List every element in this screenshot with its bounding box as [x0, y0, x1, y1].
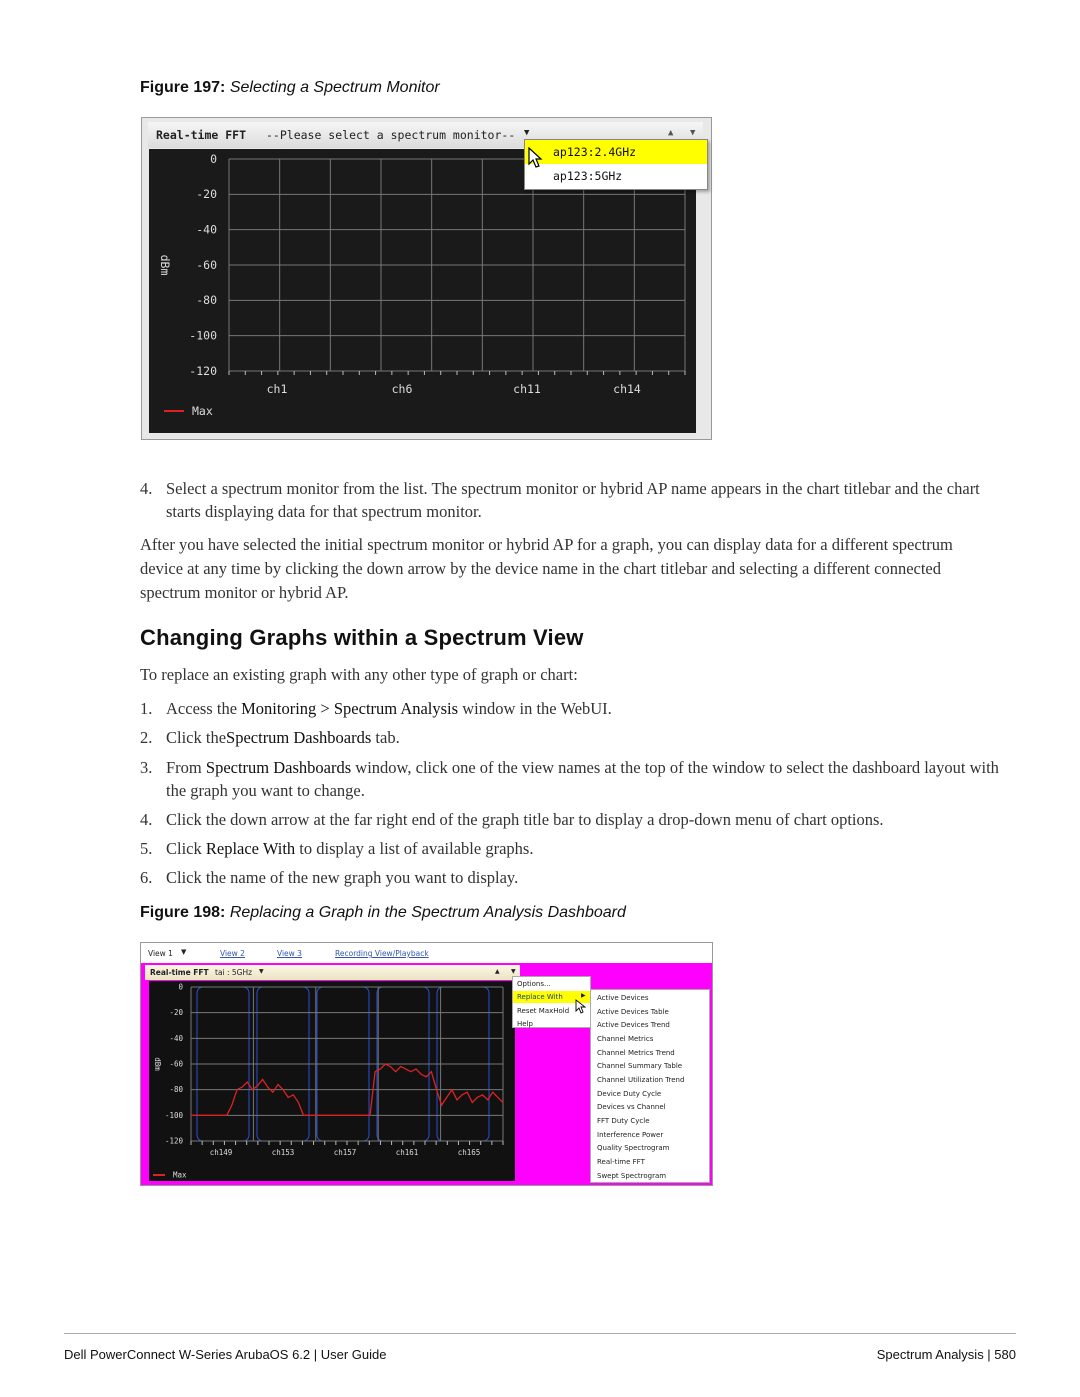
- step-number: 5.: [140, 839, 153, 858]
- x-tick-label: ch1: [266, 382, 288, 396]
- collapse-icon[interactable]: ▲: [668, 128, 674, 138]
- collapse-icon[interactable]: ▲: [495, 968, 500, 975]
- y-tick-label: -80: [196, 293, 217, 308]
- chart-options-menu: [512, 976, 591, 1028]
- step-text: From: [166, 758, 206, 777]
- chevron-down-icon[interactable]: ▼: [690, 128, 696, 138]
- step-text: Select a spectrum monitor from the list. The spectrum monitor or hybrid AP name appears in the chart titlebar and the chart starts displaying data for that spectrum monitor.: [166, 479, 980, 521]
- menu-item-help[interactable]: Help: [517, 1020, 533, 1028]
- submenu-item[interactable]: Interference Power: [597, 1131, 664, 1139]
- tab-view-2[interactable]: View 2: [220, 949, 245, 958]
- footer-left: Dell PowerConnect W-Series ArubaOS 6.2 | User Guide: [64, 1347, 387, 1362]
- mouse-pointer-icon: [528, 147, 544, 169]
- step-strong: Replace With: [205, 839, 296, 858]
- submenu-item[interactable]: Channel Utilization Trend: [597, 1076, 685, 1084]
- y-axis-label: dBm: [158, 254, 172, 276]
- tab-recording[interactable]: Recording View/Playback: [335, 949, 429, 958]
- menu-item-replace-with[interactable]: Replace With: [517, 993, 563, 1001]
- step-number: 4.: [140, 810, 153, 829]
- submenu-item[interactable]: Channel Metrics: [597, 1035, 654, 1043]
- submenu-item[interactable]: Channel Summary Table: [597, 1062, 683, 1070]
- tab-view-1[interactable]: View 1: [148, 949, 173, 958]
- legend-label: Max: [173, 1170, 187, 1180]
- chevron-down-icon[interactable]: ▼: [181, 948, 187, 956]
- chevron-down-icon[interactable]: ▼: [259, 968, 264, 975]
- list-item: [140, 866, 1000, 890]
- x-tick-label: ch6: [391, 382, 413, 396]
- figure-title: Replacing a Graph in the Spectrum Analysis Dashboard: [229, 904, 626, 921]
- section-intro: To replace an existing graph with any other type of graph or chart:: [140, 665, 578, 684]
- figure-title: Selecting a Spectrum Monitor: [229, 79, 440, 96]
- step-number: 1.: [140, 699, 153, 718]
- menu-item-options[interactable]: Options...: [517, 980, 551, 988]
- figure-197-caption: [140, 79, 440, 97]
- list-item: [140, 808, 1000, 832]
- x-tick-label: ch11: [513, 382, 541, 396]
- y-tick-label: -100: [164, 1110, 183, 1120]
- figure-198-screenshot: [140, 942, 713, 1186]
- x-tick-label: ch153: [271, 1148, 295, 1157]
- y-tick-label: 0: [178, 982, 183, 992]
- chart-title: Real-time FFT: [156, 128, 247, 142]
- footer-right: Spectrum Analysis | 580: [876, 1347, 1016, 1362]
- monitor-selector[interactable]: --Please select a spectrum monitor--: [266, 128, 516, 142]
- step-text: Click the name of the new graph you want to display.: [166, 868, 519, 887]
- step-text: Click the down arrow at the far right end of the graph title bar to display a drop-down menu of chart options.: [166, 810, 884, 829]
- y-tick-label: -60: [196, 257, 217, 272]
- submenu-item[interactable]: Channel Metrics Trend: [597, 1049, 675, 1057]
- step-number: 3.: [140, 758, 153, 777]
- chevron-right-icon: ▶: [581, 992, 586, 999]
- list-item: [140, 756, 1000, 804]
- y-axis-label: dBm: [153, 1057, 162, 1071]
- footer-divider: [64, 1333, 1016, 1334]
- x-tick-label: ch14: [613, 382, 641, 396]
- menu-item-reset-maxhold[interactable]: Reset MaxHold: [517, 1007, 570, 1015]
- chart-plot-area: [149, 981, 515, 1181]
- y-tick-label: -100: [189, 328, 217, 343]
- figure-label: Figure 198:: [140, 904, 226, 921]
- figure-label: Figure 197:: [140, 79, 226, 96]
- step-strong: Spectrum Dashboards: [226, 728, 372, 747]
- replace-with-submenu: [590, 989, 710, 1183]
- monitor-dropdown-menu: [524, 139, 708, 190]
- y-tick-label: -40: [169, 1033, 183, 1043]
- legend-label: Max: [192, 403, 213, 418]
- device-selector[interactable]: tai : 5GHz: [215, 968, 253, 977]
- submenu-item[interactable]: Active Devices Trend: [597, 1021, 670, 1029]
- step-number: 4.: [140, 479, 153, 498]
- paragraph: After you have selected the initial spectrum monitor or hybrid AP for a graph, you can display data for a different spectrum device at any time by clicking the down arrow by the device name in the chart titlebar and selecting a different connected spectrum monitor or hybrid AP.: [140, 535, 953, 602]
- list-item: [140, 697, 1000, 721]
- x-tick-label: ch165: [457, 1148, 481, 1157]
- submenu-item[interactable]: FFT Duty Cycle: [597, 1117, 650, 1125]
- step-text: Click: [166, 839, 206, 858]
- step-strong: Spectrum Dashboards: [205, 758, 352, 777]
- y-tick-label: -60: [169, 1059, 183, 1069]
- chart-plot-area: [149, 149, 696, 433]
- submenu-item[interactable]: Real-time FFT: [597, 1158, 645, 1166]
- x-tick-label: ch157: [333, 1148, 357, 1157]
- y-tick-label: -80: [169, 1085, 183, 1095]
- chart-title: Real-time FFT: [150, 968, 209, 977]
- tab-view-3[interactable]: View 3: [277, 949, 302, 958]
- figure-198-caption: [140, 904, 626, 922]
- view-tabs: [141, 943, 712, 963]
- list-item: [140, 477, 1000, 527]
- step-text: window in the WebUI.: [458, 699, 612, 718]
- step-text: window, click one of the view names at the top of the window to select the dashboard layout with the graph you want to change.: [166, 758, 999, 800]
- mouse-pointer-icon: [575, 999, 586, 1015]
- submenu-item[interactable]: Quality Spectrogram: [597, 1144, 670, 1152]
- section-heading: Changing Graphs within a Spectrum View: [140, 625, 584, 650]
- step-number: 2.: [140, 728, 153, 747]
- submenu-item[interactable]: Devices vs Channel: [597, 1103, 666, 1111]
- y-tick-label: -120: [189, 363, 217, 378]
- chevron-down-icon[interactable]: ▼: [511, 968, 516, 975]
- x-tick-label: ch161: [395, 1148, 419, 1157]
- x-tick-label: ch149: [209, 1148, 233, 1157]
- step-text: tab.: [371, 728, 400, 747]
- step-text: to display a list of available graphs.: [295, 839, 534, 858]
- y-tick-label: -120: [164, 1136, 183, 1146]
- chevron-down-icon[interactable]: ▼: [524, 128, 530, 138]
- dropdown-option[interactable]: ap123:2.4GHz: [553, 145, 637, 159]
- submenu-item[interactable]: Active Devices: [597, 994, 649, 1002]
- list-item: [140, 726, 1000, 750]
- y-tick-label: 0: [210, 151, 217, 166]
- chart-titlebar: [145, 965, 520, 980]
- y-tick-label: -20: [169, 1008, 183, 1018]
- submenu-item[interactable]: Swept Spectrogram: [597, 1172, 667, 1180]
- step-text: Click the: [166, 728, 227, 747]
- fft-chart: [149, 981, 515, 1181]
- y-tick-label: -40: [196, 222, 217, 237]
- fft-chart: [149, 149, 696, 433]
- submenu-item[interactable]: Active Devices Table: [597, 1008, 669, 1016]
- list-item: [140, 837, 1000, 861]
- submenu-item[interactable]: Device Duty Cycle: [597, 1090, 662, 1098]
- y-tick-label: -20: [196, 187, 217, 202]
- step-number: 6.: [140, 868, 153, 887]
- dropdown-option[interactable]: ap123:5GHz: [553, 169, 623, 183]
- step-strong: Monitoring > Spectrum Analysis: [241, 699, 459, 718]
- step-text: Access the: [166, 699, 242, 718]
